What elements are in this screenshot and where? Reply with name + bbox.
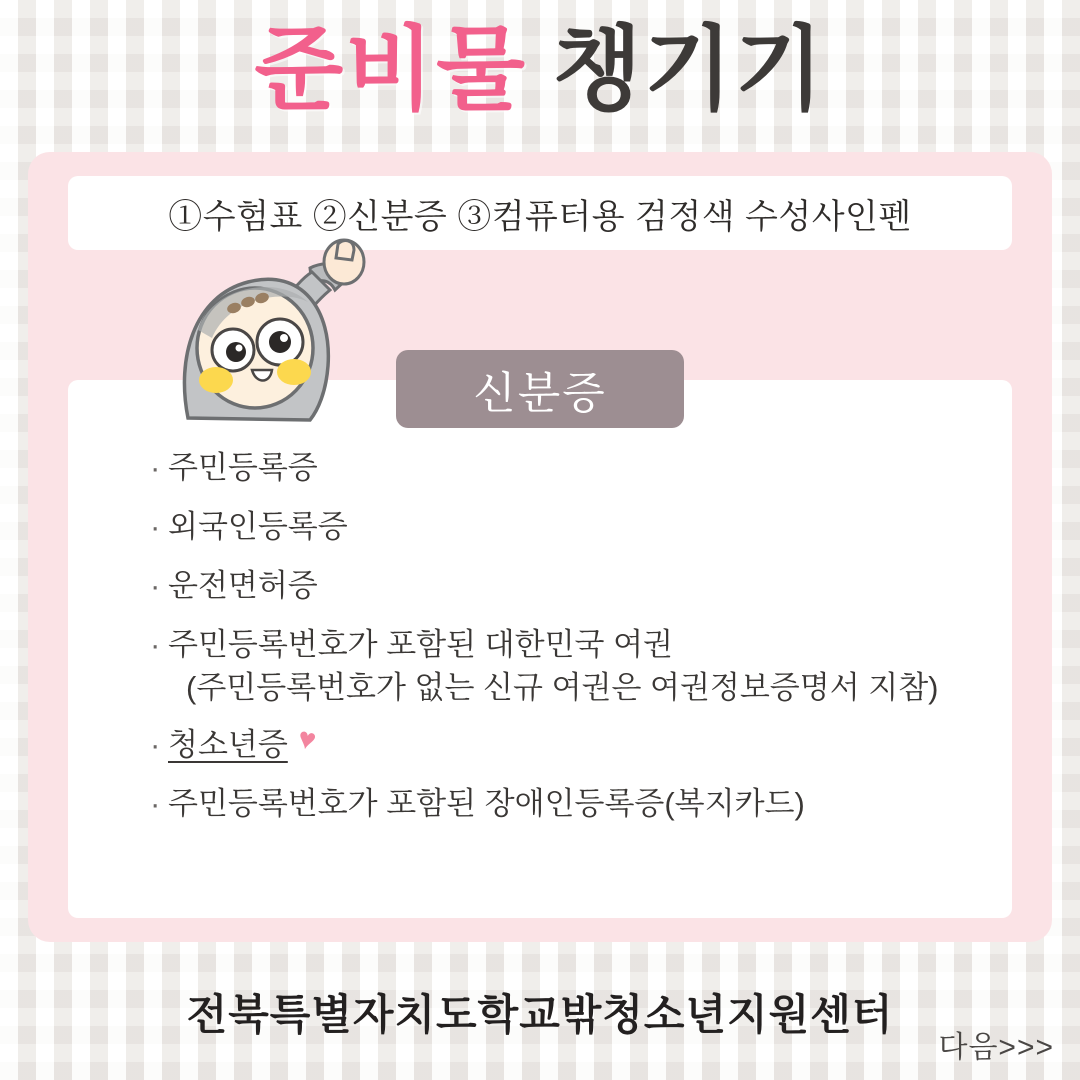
footer-organization-label: 전북특별자치도학교밖청소년지원센터	[186, 991, 894, 1038]
list-item-label: 청소년증	[168, 727, 288, 763]
list-item	[150, 448, 980, 487]
list-bullet: ·	[150, 568, 161, 604]
character-icon	[160, 238, 425, 423]
list-item	[150, 507, 980, 546]
list-item	[150, 625, 980, 664]
list-item-label: 외국인등록증	[168, 509, 348, 545]
list-bullet: ·	[150, 786, 161, 822]
section-badge-label: 신분증	[473, 369, 607, 418]
page-title-main: 챙기기	[553, 19, 826, 121]
section-badge	[396, 350, 684, 428]
list-item	[150, 566, 980, 605]
list-item-label: 주민등록번호가 포함된 대한민국 여권	[168, 627, 673, 663]
list-item-label: 주민등록증	[168, 450, 318, 485]
list-item	[150, 784, 980, 823]
list-bullet: ·	[150, 727, 161, 763]
list-item	[150, 721, 980, 764]
id-document-list	[150, 448, 980, 843]
list-bullet: ·	[150, 509, 161, 545]
required-items-text: ①수험표 ②신분증 ③컴퓨터용 검정색 수성사인펜	[168, 197, 912, 236]
next-page-button[interactable]: 다음>>>	[938, 1031, 1054, 1064]
list-item-label: 주민등록번호가 포함된 장애인등록증(복지카드)	[168, 786, 805, 822]
footer-organization	[0, 982, 1080, 1042]
page-title	[0, 18, 1080, 124]
page-title-accent: 준비물	[254, 19, 527, 121]
list-item-label: 운전면허증	[168, 568, 318, 604]
list-bullet: ·	[150, 450, 161, 485]
heart-icon: ♥	[294, 721, 319, 758]
list-item-note: (주민등록번호가 없는 신규 여권은 여권정보증명서 지참)	[186, 670, 939, 706]
list-bullet: ·	[150, 627, 161, 663]
